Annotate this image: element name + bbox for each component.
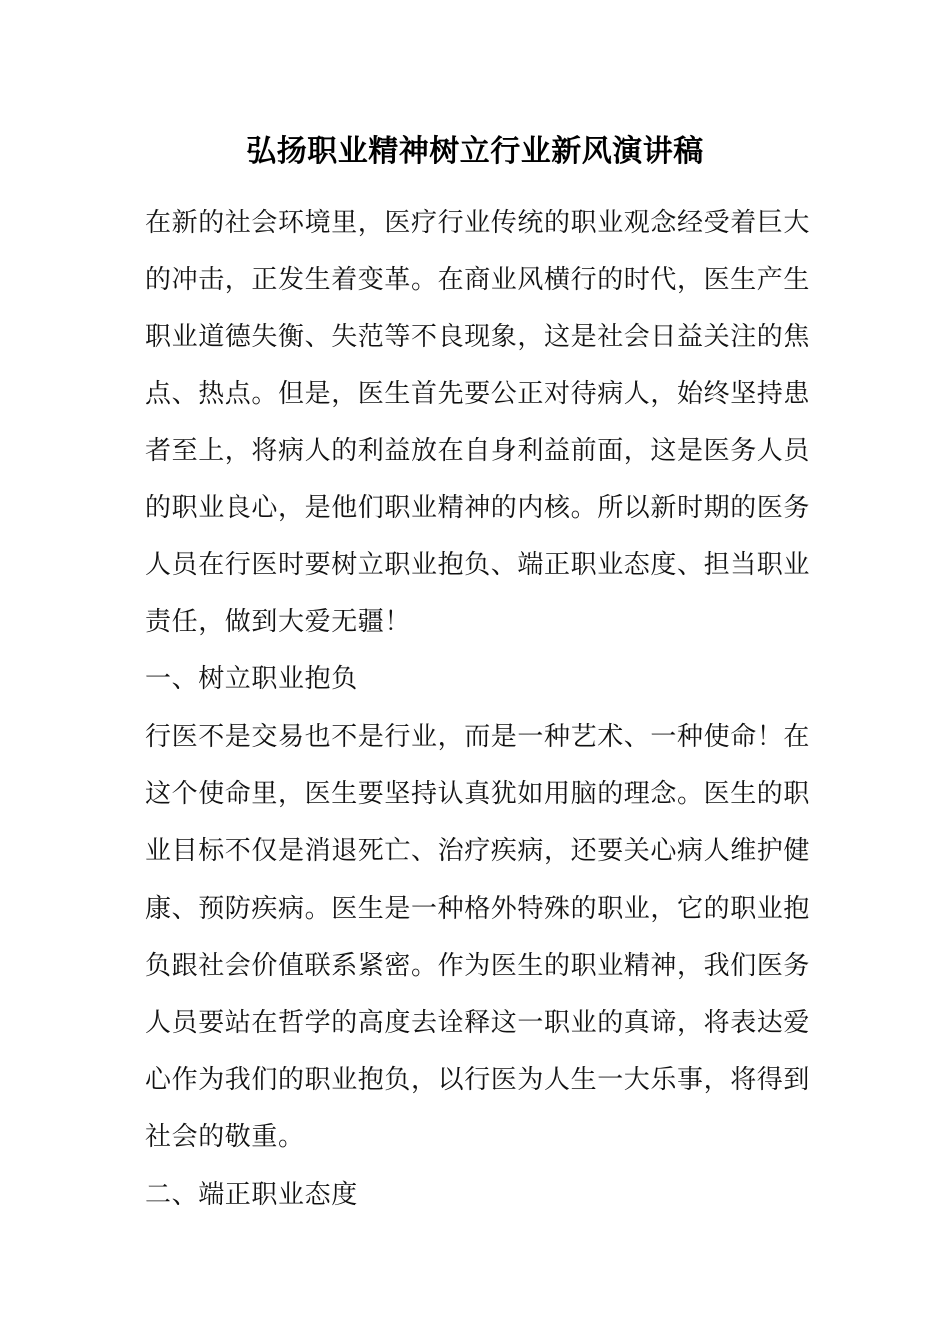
body-line: 的冲击，正发生着变革。在商业风横行的时代，医生产生 (145, 265, 811, 295)
section-heading-2: 二、端正职业态度 (145, 1180, 358, 1210)
page-title: 弘扬职业精神树立行业新风演讲稿 (246, 134, 704, 169)
body-line: 人员在行医时要树立职业抱负、端正职业态度、担当职业 (145, 550, 811, 580)
body-line: 者至上，将病人的利益放在自身利益前面，这是医务人员 (145, 436, 811, 466)
body-line: 人员要站在哲学的高度去诠释这一职业的真谛，将表达爱 (145, 1008, 811, 1038)
body-line: 职业道德失衡、失范等不良现象，这是社会日益关注的焦 (145, 322, 811, 352)
body-line: 负跟社会价值联系紧密。作为医生的职业精神，我们医务 (145, 951, 811, 981)
body-line: 行医不是交易也不是行业，而是一种艺术、一种使命！在 (145, 722, 811, 752)
section-heading-1: 一、树立职业抱负 (145, 664, 358, 694)
body-line: 心作为我们的职业抱负，以行医为人生一大乐事，将得到 (145, 1065, 811, 1095)
body-line: 社会的敬重。 (145, 1122, 305, 1152)
body-line: 这个使命里，医生要坚持认真犹如用脑的理念。医生的职 (145, 779, 811, 809)
body-line: 在新的社会环境里，医疗行业传统的职业观念经受着巨大 (145, 208, 811, 238)
body-line: 点、热点。但是，医生首先要公正对待病人，始终坚持患 (145, 379, 811, 409)
body-line: 的职业良心，是他们职业精神的内核。所以新时期的医务 (145, 493, 811, 523)
body-line: 康、预防疾病。医生是一种格外特殊的职业，它的职业抱 (145, 894, 811, 924)
body-line: 业目标不仅是消退死亡、治疗疾病，还要关心病人维护健 (145, 836, 811, 866)
body-line: 责任，做到大爱无疆！ (145, 607, 412, 637)
